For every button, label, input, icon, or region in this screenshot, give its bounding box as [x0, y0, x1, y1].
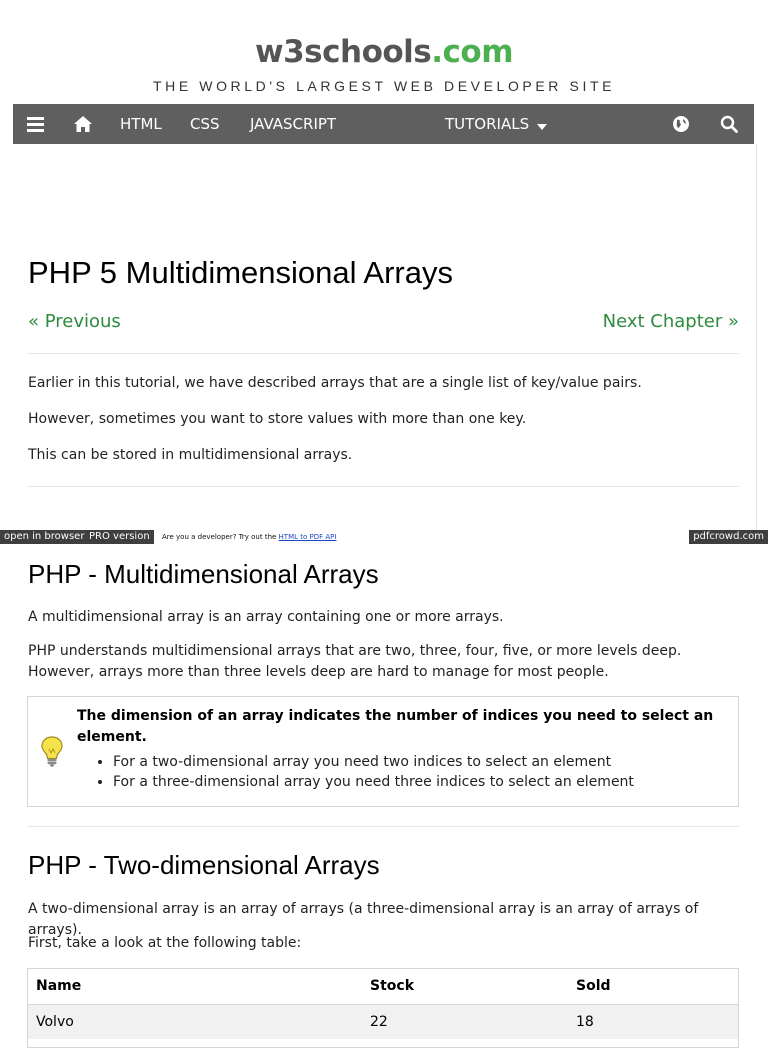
html-to-pdf-api-link[interactable]: HTML to PDF API — [278, 533, 337, 541]
section-paragraph: First, take a look at the following table: — [28, 935, 302, 951]
site-tagline: THE WORLD'S LARGEST WEB DEVELOPER SITE — [152, 78, 616, 94]
intro-paragraph: Earlier in this tutorial, we have described arrays that are a single list of key/value pairs. — [28, 375, 642, 391]
nav-item-css[interactable]: CSS — [190, 115, 220, 133]
section-heading: PHP - Multidimensional Arrays — [28, 559, 379, 589]
home-icon[interactable] — [73, 104, 93, 144]
note-bullet-list — [77, 752, 717, 792]
column-header: Name — [28, 969, 362, 1004]
nav-item-tutorials[interactable] — [445, 104, 547, 144]
pdfcrowd-brand-link[interactable]: pdfcrowd.com — [689, 530, 768, 544]
page-title: PHP 5 Multidimensional Arrays — [28, 255, 453, 290]
divider — [27, 353, 739, 354]
nav-item-html[interactable]: HTML — [120, 115, 162, 133]
next-chapter-link[interactable]: Next Chapter » — [602, 311, 739, 332]
note-box — [27, 696, 739, 807]
list-item: • For a two-dimensional array you need two indices to select an element — [113, 752, 717, 772]
table-cell: 18 — [568, 1004, 738, 1039]
lightbulb-icon — [40, 735, 64, 771]
open-in-browser-button[interactable]: open in browser — [0, 530, 88, 544]
top-navigation-bar — [13, 104, 754, 144]
section-paragraph: PHP understands multidimensional arrays that are two, three, four, five, or more levels deep. However, arrays more than three levels deep are hard to manage for most people. — [28, 643, 682, 680]
site-logo[interactable]: w3schools.com — [254, 34, 514, 70]
table-cell: 22 — [362, 1004, 568, 1039]
pro-version-button[interactable]: PRO version — [85, 530, 154, 544]
list-item: • For a three-dimensional array you need three indices to select an element — [113, 772, 717, 792]
table-cell: Volvo — [28, 1004, 362, 1039]
intro-paragraph: However, sometimes you want to store values with more than one key. — [28, 411, 527, 427]
column-header: Stock — [362, 969, 568, 1004]
caret-down-icon — [537, 105, 547, 145]
section-paragraph: A two-dimensional array is an array of arrays (a three-dimensional array is an array of arrays of arrays). — [28, 901, 699, 938]
tutorials-label: TUTORIALS — [445, 115, 530, 133]
divider — [27, 486, 739, 487]
menu-icon[interactable] — [27, 104, 45, 144]
pdf-promo-text: Are you a developer? Try out the HTML to PDF API — [162, 533, 337, 541]
site-header — [0, 0, 768, 104]
table-header-row — [28, 969, 738, 1004]
section-paragraph: A multidimensional array is an array containing one or more arrays. — [28, 609, 504, 625]
globe-icon[interactable] — [672, 104, 690, 144]
column-header: Sold — [568, 969, 738, 1004]
content-edge-rule — [756, 144, 757, 532]
search-icon[interactable] — [720, 104, 738, 144]
nav-item-javascript[interactable]: JAVASCRIPT — [250, 115, 337, 133]
previous-link[interactable]: « Previous — [28, 311, 121, 332]
section-heading: PHP - Two-dimensional Arrays — [28, 850, 380, 880]
note-title: The dimension of an array indicates the number of indices you need to select an element. — [77, 708, 714, 745]
cars-table — [27, 968, 739, 1048]
pdfcrowd-bar — [0, 530, 768, 545]
table-row — [28, 1004, 738, 1039]
divider — [27, 826, 739, 827]
intro-paragraph: This can be stored in multidimensional arrays. — [28, 447, 353, 463]
